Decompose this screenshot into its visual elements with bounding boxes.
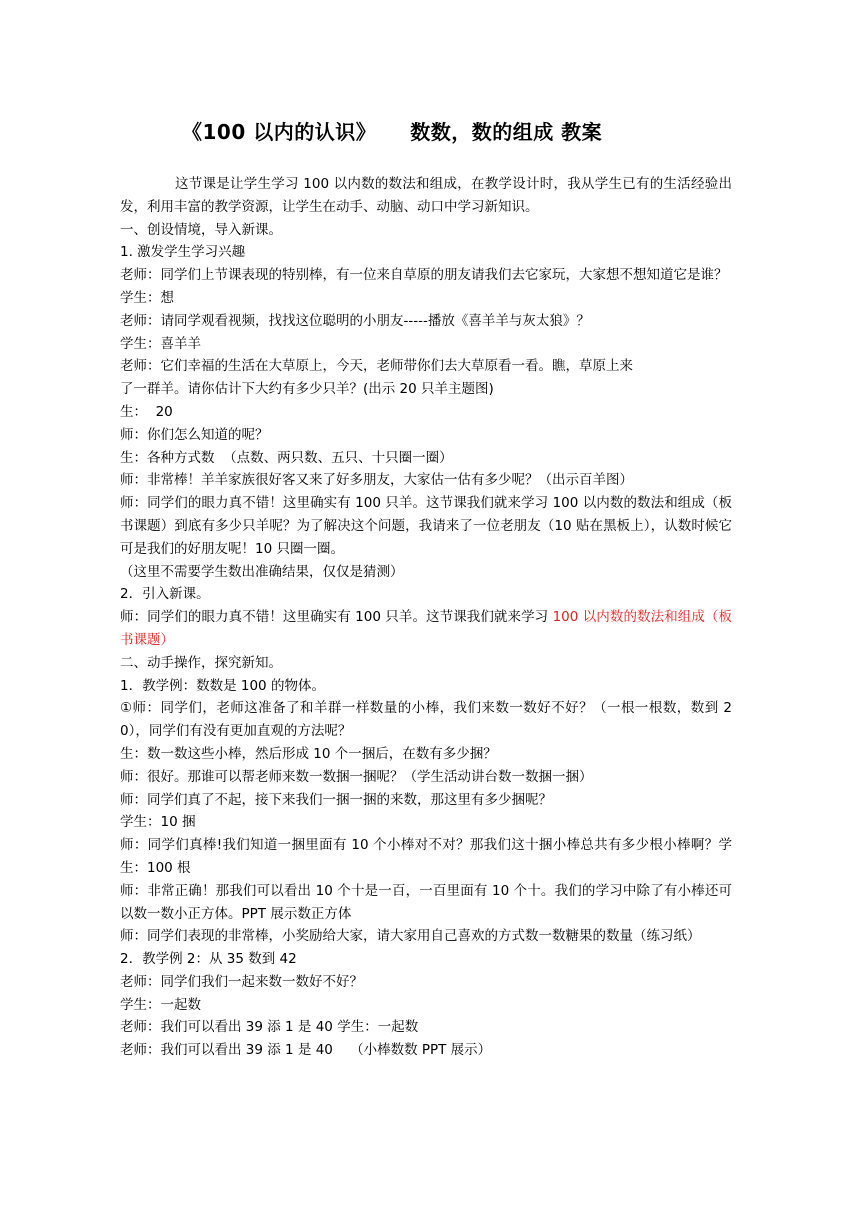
dialogue-line: 生：数一数这些小棒，然后形成 10 个一捆后，在数有多少捆？ (120, 745, 497, 762)
dialogue-line: 师：同学们真棒!我们知道一捆里面有 10 个小棒对不对？那我们这十捆小棒总共有多少根小棒啊？学生：100 根 (120, 837, 732, 876)
dialogue-line: 学生：一起数 (120, 996, 201, 1013)
dialogue-line (120, 606, 732, 652)
dialogue-line: 老师：同学们上节课表现的特别棒，有一位来自草原的朋友请我们去它家玩，大家想不想知道它是谁？ (120, 267, 728, 284)
document-body (120, 173, 732, 1062)
title-part-1: 《100 以内的认识》 (182, 120, 377, 144)
section-heading: 二、动手操作，探究新知。 (120, 654, 282, 671)
dialogue-line: 师：非常棒！羊羊家族很好客又来了好多朋友，大家估一估有多少呢？（出示百羊图） (120, 472, 633, 489)
dialogue-line: 师：很好。那谁可以帮老师来数一数捆一捆呢？（学生活动讲台数一数捆一捆） (120, 768, 593, 785)
dialogue-line: 学生：喜羊羊 (120, 335, 201, 352)
dialogue-line: 师：你们怎么知道的呢？ (120, 426, 269, 443)
subsection-heading: 1. 激发学生学习兴趣 (120, 244, 246, 261)
highlighted-topic: 100 以内数的数法和组成（板书课题） (120, 609, 732, 648)
note-line: （这里不需要学生数出准确结果，仅仅是猜测） (120, 563, 404, 580)
dialogue-line: 了一群羊。请你估计下大约有多少只羊？(出示 20 只羊主题图) (120, 381, 494, 398)
dialogue-line: 老师：我们可以看出 39 添 1 是 40 （小棒数数 PPT 展示） (120, 1042, 492, 1059)
dialogue-line: 师：同学们表现的非常棒，小奖励给大家，请大家用自己喜欢的方式数一数糖果的数量（练习纸） (120, 928, 701, 945)
dialogue-line: 生： 20 (120, 403, 173, 420)
subsection-heading: 2．引入新课。 (120, 586, 210, 603)
title-part-2: 数数，数的组成 教案 (410, 120, 603, 144)
dialogue-line: 生：各种方式数 （点数、两只数、五只、十只圈一圈） (120, 449, 453, 466)
dialogue-line: 师：同学们的眼力真不错！这里确实有 100 只羊。这节课我们就来学习 100 以内数的数法和组成（板书课题）到底有多少只羊呢？为了解决这个问题，我请来了一位老朋友（10 贴在黑板上），认数时候它可是我们的好朋友呢！10 只圈一圈。 (120, 495, 732, 557)
dialogue-line: 师：同学们真了不起，接下来我们一捆一捆的来数，那这里有多少捆呢？ (120, 791, 552, 808)
dialogue-line: 师：非常正确！那我们可以看出 10 个十是一百，一百里面有 10 个十。我们的学习中除了有小棒还可以数一数小正方体。PPT 展示数正方体 (120, 882, 732, 922)
dialogue-line: 老师：我们可以看出 39 添 1 是 40 学生：一起数 (120, 1019, 419, 1036)
subsection-heading: 2．教学例 2：从 35 数到 42 (120, 951, 297, 968)
document-title (182, 116, 702, 145)
subsection-heading: 1．教学例：数数是 100 的物体。 (120, 677, 325, 694)
section-heading: 一、创设情境，导入新课。 (120, 221, 282, 238)
dialogue-line: 学生：10 捆 (120, 814, 196, 831)
dialogue-text: 师：同学们的眼力真不错！这里确实有 100 只羊。这节课我们就来学习 (120, 609, 553, 626)
dialogue-line: 老师：请同学观看视频，找找这位聪明的小朋友-----播放《喜羊羊与灰太狼》？ (120, 312, 590, 329)
intro-paragraph: 这节课是让学生学习 100 以内数的数法和组成，在教学设计时，我从学生已有的生活经验出发，利用丰富的教学资源，让学生在动手、动脑、动口中学习新知识。 (120, 176, 732, 215)
dialogue-line: 学生：想 (120, 289, 174, 306)
dialogue-line: ①师：同学们，老师这准备了和羊群一样数量的小棒，我们来数一数好不好？（一根一根数，数到 20），同学们有没有更加直观的方法呢？ (120, 700, 732, 740)
dialogue-line: 老师：同学们我们一起来数一数好不好？ (120, 973, 363, 990)
dialogue-line: 老师：它们幸福的生活在大草原上，今天，老师带你们去大草原看一看。瞧，草原上来 (120, 358, 633, 375)
